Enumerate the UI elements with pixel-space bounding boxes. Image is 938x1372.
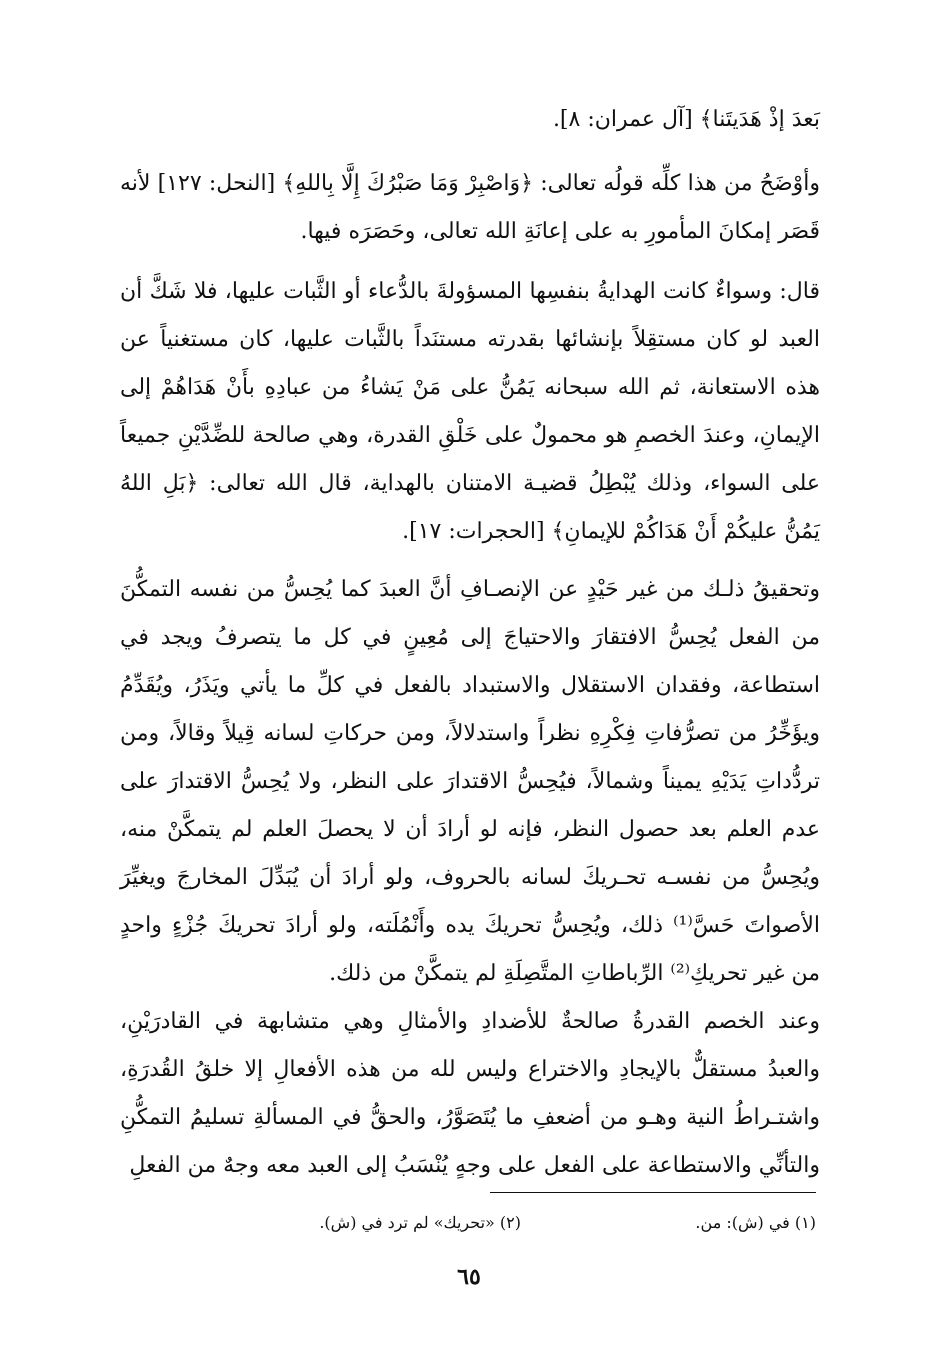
footnote-1: (١) في (ش): من. — [695, 1213, 816, 1232]
paragraph-text: وأوْضَحُ من هذا كلِّه قولُه تعالى: ﴿وَاصْبِرْ وَمَا صَبْرُكَ إِلَّا بِاللهِ﴾ [النحل: ١٢٧] لأنه قَصَر إمكانَ المأمورِ به على إعانَةِ الله تعالى، وحَصَرَه فيها. — [120, 171, 820, 244]
paragraph-text: وعند الخصم القدرةُ صالحةٌ للأضدادِ والأمثالِ وهي متشابهة في القادرَيْنِ، والعبدُ مستقلٌّ بالإيجادِ والاختراع وليس لله من هذه الأفعالِ إلا خلقُ القُدرَةِ، واشتـراطُ النية وهـو من أضعفِ ما يُتَصَوَّرُ، والحقُّ في المسألةِ تسليمُ التمكُّنِ والتأنِّي والاستطاعة على الفعل على وجهٍ يُنْسَبُ إلى العبد معه وجهٌ من الفعلِ — [120, 1009, 820, 1178]
paragraph-guidance-argument — [120, 268, 820, 556]
paragraph-clearer-evidence — [120, 160, 820, 256]
paragraph-verification — [120, 566, 820, 998]
paragraph-text: وتحقيقُ ذلـك من غير حَيْدٍ عن الإنصـافِ أنَّ العبدَ كما يُحِسُّ من نفسه التمكُّنَ من الفعل يُحِسُّ الافتقارَ والاحتياجَ إلى مُعِينٍ في كل ما يتصرفُ ويجد في استطاعة، وفقدان الاستقلال والاستبداد بالفعل في كلِّ ما يأتي ويَذَرُ، ويُقَدِّمُ ويؤَخِّرُ من تصرُّفاتِ فِكْرِهِ نظراً واستدلالاً، ومن حركاتِ لسانه قِيلاً وقالاً، ومن تردُّداتِ يَدَيْهِ يميناً وشمالاً، فيُحِسُّ الاقتدارَ على النظر، ولا يُحِسُّ الاقتدارَ على عدم العلم بعد حصول النظر، فإنه لو أرادَ أن لا يحصلَ العلم لم يتمكَّنْ منه، ويُحِسُّ من نفسـه تحـريكَ لسانه بالحروف، ولو أرادَ أن يُبَدِّلَ المخارجَ ويغيِّرَ الأصواتَ حَسَّ⁽¹⁾ ذلك، ويُحِسُّ تحريكَ يده وأَنْمُلَته، ولو أرادَ تحريكَ جُزْءٍ واحدٍ من غير تحريكِ⁽²⁾ الرِّباطاتِ المتَّصِلَةِ لم يتمكَّنْ من ذلك. — [120, 577, 821, 986]
paragraph-opponent-view — [120, 998, 820, 1190]
footnote-separator — [490, 1192, 816, 1193]
page-number: ٦٥ — [457, 1264, 481, 1290]
paragraph-quran-citation — [120, 96, 820, 144]
footnote-2: (٢) «تحريك» لم ترد في (ش). — [319, 1213, 521, 1232]
footnotes — [200, 1208, 816, 1240]
paragraph-text: بَعدَ إذْ هَدَيتَنا﴾ [آل عمران: ٨]. — [552, 107, 820, 132]
paragraph-text: قال: وسواءٌ كانت الهدايةُ بنفسِها المسؤولةَ بالدُّعاء أو الثَّبات عليها، فلا شَكَّ أن العبد لو كان مستقِلاً بإنشائها بقدرته مستنَداً بالثَّبات عليها، كان مستغنياً عن هذه الاستعانة، ثم الله سبحانه يَمُنُّ على مَنْ يَشاءُ من عبادِهِ بأَنْ هَدَاهُمْ إلى الإيمانِ، وعندَ الخصمِ هو محمولٌ على خَلْقِ القدرة، وهي صالحة للضِّدَّيْنِ جميعاً على السواء، وذلك يُبْطِلُ قضيـة الامتنان بالهداية، قال الله تعالى: ﴿بَلِ اللهُ يَمُنُّ عليكُمْ أَنْ هَدَاكُمْ للإيمانِ﴾ [الحجرات: ١٧]. — [120, 279, 820, 544]
